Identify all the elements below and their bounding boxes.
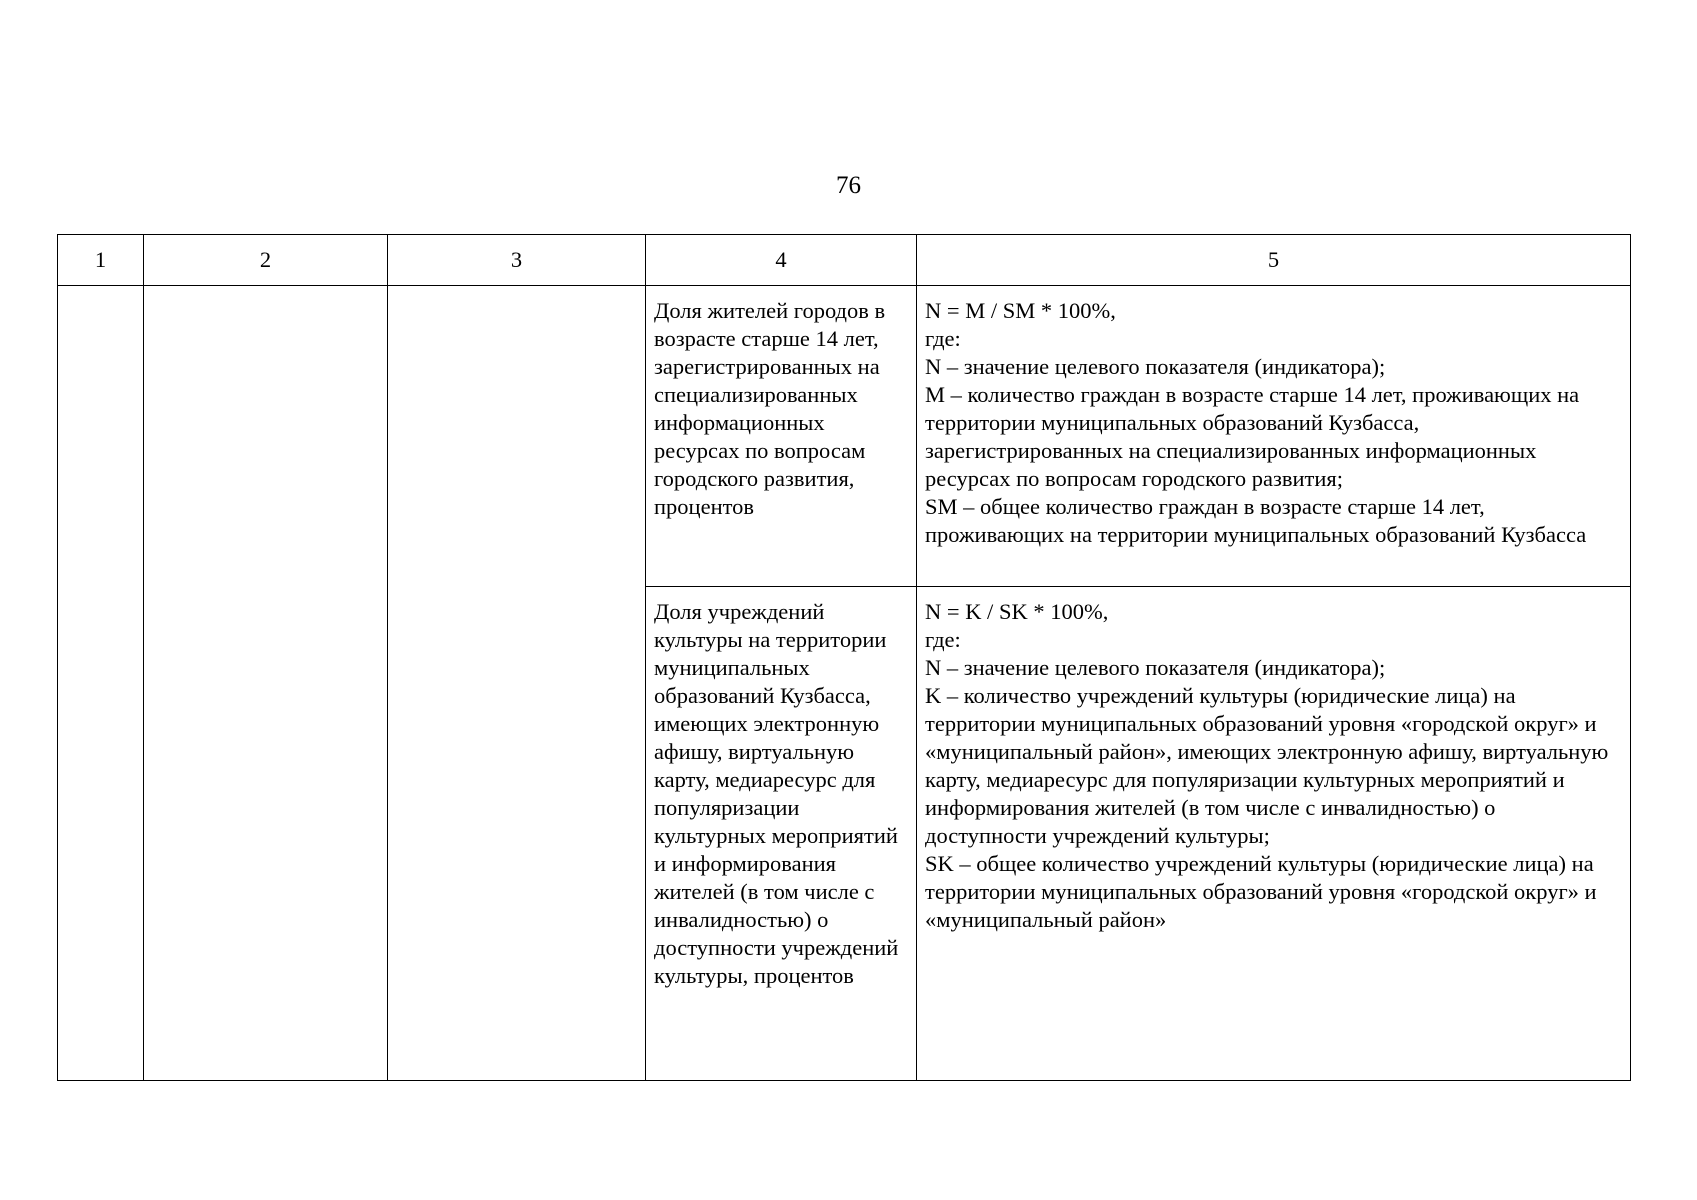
indicator-name: Доля учреждений культуры на территории муниципальных образований Кузбасса, имеющих электронную афишу, виртуальную карту, медиаресурс для популяризации культурных мероприятий и информирования жителей (в том числе с инвалидностью) о доступности учреждений культуры, процентов [654,599,899,988]
column-header-3: 3 [388,235,646,286]
formula-line: где: [925,627,961,652]
formula-line: SM – общее количество граждан в возрасте старше 14 лет, проживающих на территории муниципальных образований Кузбасса [925,494,1587,547]
formula-cell [917,286,1631,587]
indicator-cell [646,587,917,1081]
indicator-cell [646,286,917,587]
formula-line: где: [925,326,961,351]
column-header-5: 5 [917,235,1631,286]
column-header-1: 1 [58,235,144,286]
empty-cell-col-3 [388,286,646,1081]
column-header-2: 2 [144,235,388,286]
formula-line: N = K / SK * 100%, [925,599,1109,624]
indicators-table [57,234,1631,1081]
formula-line: N – значение целевого показателя (индикатора); [925,354,1386,379]
formula-line: N = M / SM * 100%, [925,298,1116,323]
table-row [58,286,1631,587]
indicator-name: Доля жителей городов в возрасте старше 14 лет, зарегистрированных на специализированных информационных ресурсах по вопросам городского развития, процентов [654,298,886,519]
page-number: 76 [836,172,861,199]
formula-cell [917,587,1631,1081]
formula-line: N – значение целевого показателя (индикатора); [925,655,1386,680]
formula-line: K – количество учреждений культуры (юридические лица) на территории муниципальных образований уровня «городской округ» и «муниципальный район», имеющих электронную афишу, виртуальную карту, медиаресурс для популяризации культурных мероприятий и информирования жителей (в том числе с инвалидностью) о доступности учреждений культуры; [925,683,1609,848]
formula-line: SK – общее количество учреждений культуры (юридические лица) на территории муниципальных образований уровня «городской округ» и «муниципальный район» [925,851,1597,932]
empty-cell-col-2 [144,286,388,1081]
formula-line: M – количество граждан в возрасте старше 14 лет, проживающих на территории муниципальных образований Кузбасса, зарегистрированных на специализированных информационных ресурсах по вопросам городского развития; [925,382,1580,491]
column-header-4: 4 [646,235,917,286]
empty-cell-col-1 [58,286,144,1081]
table-header-row [58,235,1631,286]
